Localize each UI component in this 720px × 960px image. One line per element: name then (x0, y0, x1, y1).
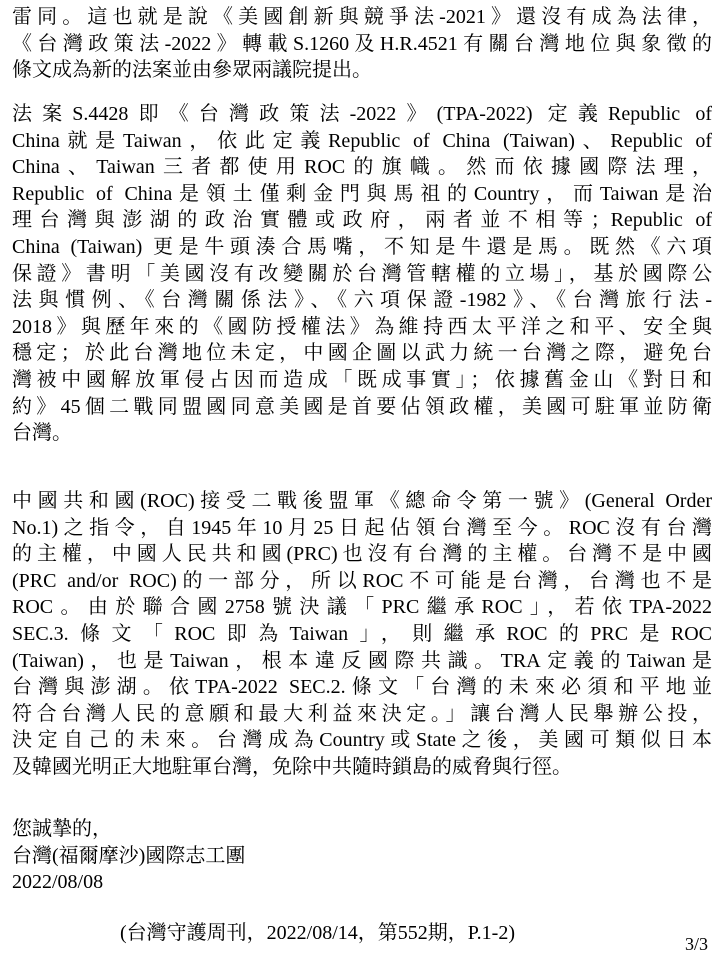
text-line: 中國共和國(ROC)接受二戰後盟軍《總命令第一號》(General Order (12, 490, 712, 512)
text-line: No.1)之指令，自1945年10月25日起佔領台灣至今。ROC沒有台灣 (12, 516, 712, 539)
text-line: 約》45個二戰同盟國同意美國是首要佔領政權，美國可駐軍並防衛 (12, 395, 712, 418)
signature-date: 2022/08/08 (12, 871, 104, 894)
text-line: SEC.3.條文「ROC即為Taiwan」，則繼承ROC的PRC是ROC (12, 622, 712, 645)
text-line: 台灣與澎湖。依TPA-2022 SEC.2.條文「台灣的未來必須和平地並 (12, 676, 712, 699)
text-line: China、Taiwan三者都使用ROC的旗幟。然而依據國際法理， (12, 156, 712, 179)
text-line: 灣被中國解放軍侵占因而造成「既成事實」；依據舊金山《對日和 (12, 368, 712, 391)
text-line: 理台灣與澎湖的政治實體或政府，兩者並不相等；Republic of (12, 209, 712, 232)
text-line: 2018》與歷年來的《國防授權法》為維持西太平洋之和平、安全與 (12, 315, 712, 338)
text-line: 《台灣政策法-2022》轉載S.1260及H.R.4521有關台灣地位與象徵的 (12, 32, 712, 55)
paragraph-2 (12, 101, 712, 447)
text-line: Republic of China是領土僅剩金門與馬祖的Country，而Taiwan是治 (12, 182, 712, 205)
text-line: (PRC and/or ROC)的一部分，所以ROC不可能是台灣，台灣也不是 (12, 569, 712, 592)
paragraph-1 (12, 4, 712, 84)
page-number: 3/3 (684, 934, 708, 954)
text-line: 條文成為新的法案並由參眾兩議院提出。 (12, 59, 372, 82)
text-line: ROC。由於聯合國2758號決議「PRC繼承ROC」，若依TPA-2022 (12, 596, 712, 619)
source-citation: (台灣守護周刊，2022/08/14，第552期，P.1-2) (120, 922, 515, 944)
text-line: 穩定；於此台灣地位未定，中國企圖以武力統一台灣之際，避免台 (12, 342, 712, 365)
text-line: 雷同。這也就是說《美國創新與競爭法-2021》還沒有成為法律， (12, 6, 712, 28)
text-line: 保證》書明「美國沒有改變關於台灣管轄權的立場」，基於國際公 (12, 262, 712, 285)
closing-salutation: 您誠摯的， (12, 818, 112, 840)
text-line: China (Taiwan) 更是牛頭湊合馬嘴，不知是牛還是馬。既然《六項 (12, 235, 712, 258)
text-line: 法案S.4428即《台灣政策法-2022》(TPA-2022) 定義Republic of (12, 103, 712, 125)
text-line: (Taiwan)，也是Taiwan，根本違反國際共識。TRA定義的Taiwan是 (12, 649, 712, 672)
text-line: 的主權，中國人民共和國(PRC)也沒有台灣的主權。台灣不是中國 (12, 543, 712, 566)
paragraph-3 (12, 488, 712, 781)
text-line: 及韓國光明正大地駐軍台灣，免除中共隨時鎖島的威脅與行徑。 (12, 755, 572, 778)
text-line: 決定自己的未來。台灣成為Country或State之後，美國可類似日本 (12, 729, 712, 752)
text-line: 符合台灣人民的意願和最大利益來決定。」讓台灣人民舉辦公投， (12, 702, 712, 725)
text-line: 台灣。 (12, 422, 72, 445)
text-line: 法與慣例、《台灣關係法》、《六項保證-1982》、《台灣旅行法- (12, 289, 712, 312)
signature-organization: 台灣(福爾摩沙)國際志工團 (12, 844, 246, 867)
signature-block (12, 816, 712, 896)
text-line: China就是Taiwan，依此定義Republic of China (Taiwan)、Republic of (12, 129, 712, 152)
